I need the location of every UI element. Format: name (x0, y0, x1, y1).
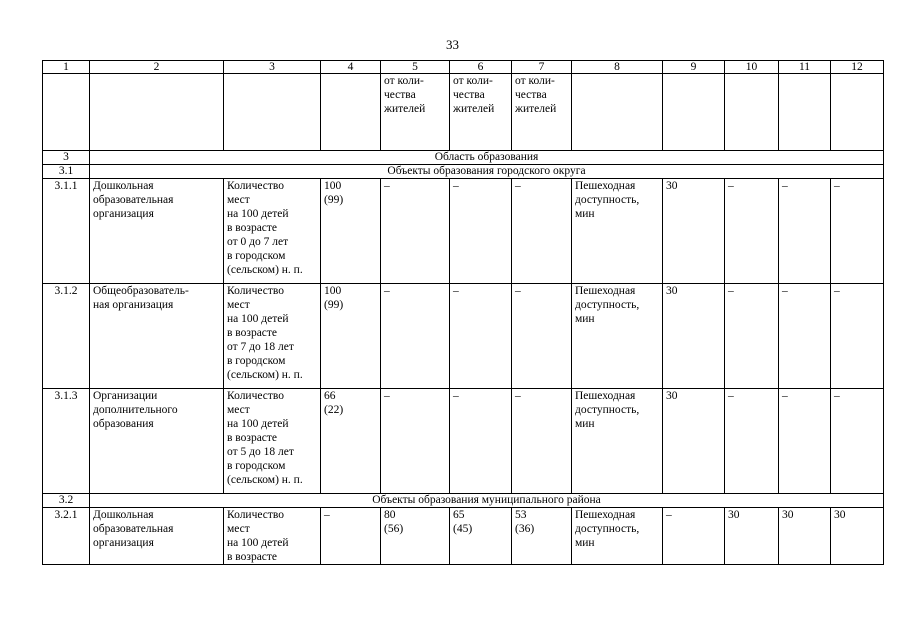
cell (779, 179, 831, 284)
cell (90, 508, 224, 565)
value-c10: – (728, 285, 734, 297)
empty-cell (90, 74, 224, 151)
cell (321, 508, 381, 565)
value-c6: – (453, 180, 459, 192)
cell (725, 179, 779, 284)
cell (224, 179, 321, 284)
page-number: 33 (446, 37, 459, 52)
value-c11: 30 (782, 509, 794, 521)
section-row-3-1 (43, 165, 884, 179)
accessibility: Пешеходная доступность, мин (575, 285, 640, 325)
empty-cell (725, 74, 779, 151)
value-c6: 65 (45) (453, 509, 473, 535)
column-number: 9 (663, 61, 725, 74)
cell (224, 508, 321, 565)
section-code: 3.2 (43, 494, 90, 508)
value-c9: 30 (666, 180, 678, 192)
column-number: 1 (43, 61, 90, 74)
value-c7: – (515, 285, 521, 297)
row-code: 3.1.1 (43, 179, 90, 284)
value-c11: – (782, 180, 788, 192)
column-number: 3 (224, 61, 321, 74)
value-c7: – (515, 180, 521, 192)
cell (831, 179, 884, 284)
cell (90, 389, 224, 494)
table-row (43, 508, 884, 565)
value-c9: 30 (666, 390, 678, 402)
value-c12: 30 (834, 509, 846, 521)
value-c4: 100 (99) (324, 285, 344, 311)
cell (321, 179, 381, 284)
column-number: 2 (90, 61, 224, 74)
sub-header-cell (381, 74, 450, 151)
sub-header-row (43, 74, 884, 151)
empty-cell (663, 74, 725, 151)
cell (831, 508, 884, 565)
sub-header-cell (450, 74, 512, 151)
cell (572, 284, 663, 389)
object-name: Общеобразователь- ная организация (93, 285, 189, 311)
value-c9: – (666, 509, 672, 521)
cell (450, 389, 512, 494)
empty-cell (572, 74, 663, 151)
value-c5: – (384, 180, 390, 192)
cell (224, 389, 321, 494)
column-number: 7 (512, 61, 572, 74)
cell (663, 284, 725, 389)
empty-cell (224, 74, 321, 151)
cell (779, 389, 831, 494)
cell (90, 284, 224, 389)
cell (512, 389, 572, 494)
cell (663, 508, 725, 565)
value-c10: – (728, 180, 734, 192)
value-c4: 100 (99) (324, 180, 344, 206)
cell (831, 284, 884, 389)
sub-header-c5: от коли- чества жителей (384, 75, 426, 115)
cell (450, 179, 512, 284)
cell (224, 284, 321, 389)
value-c12: – (834, 180, 840, 192)
row-code: 3.1.2 (43, 284, 90, 389)
cell (663, 389, 725, 494)
value-c6: – (453, 285, 459, 297)
value-c7: 53 (36) (515, 509, 535, 535)
section-title: Объекты образования муниципального района (90, 494, 884, 508)
value-c4: 66 (22) (324, 390, 344, 416)
value-c10: 30 (728, 509, 740, 521)
cell (381, 284, 450, 389)
sub-header-cell (512, 74, 572, 151)
cell (572, 389, 663, 494)
section-title: Область образования (90, 151, 884, 165)
value-c9: 30 (666, 285, 678, 297)
column-number: 12 (831, 61, 884, 74)
empty-cell (321, 74, 381, 151)
table-row (43, 284, 884, 389)
empty-cell (831, 74, 884, 151)
cell (779, 284, 831, 389)
section-row-3 (43, 151, 884, 165)
value-c12: – (834, 285, 840, 297)
cell (725, 508, 779, 565)
cell (572, 508, 663, 565)
norms-table (42, 60, 884, 565)
table-row (43, 179, 884, 284)
sub-header-c7: от коли- чества жителей (515, 75, 557, 115)
cell (512, 179, 572, 284)
accessibility: Пешеходная доступность, мин (575, 180, 640, 220)
column-number: 10 (725, 61, 779, 74)
object-name: Дошкольная образовательная организация (93, 180, 174, 220)
value-c6: – (453, 390, 459, 402)
cell (725, 389, 779, 494)
indicator: Количество мест на 100 детей в возрасте от 5 до 18 лет в городском (сельском) н. п. (227, 390, 303, 486)
section-code: 3.1 (43, 165, 90, 179)
indicator: Количество мест на 100 детей в возрасте от 7 до 18 лет в городском (сельском) н. п. (227, 285, 303, 381)
section-title: Объекты образования городского округа (90, 165, 884, 179)
cell (381, 508, 450, 565)
sub-header-c6: от коли- чества жителей (453, 75, 495, 115)
accessibility: Пешеходная доступность, мин (575, 390, 640, 430)
column-number: 5 (381, 61, 450, 74)
column-number: 11 (779, 61, 831, 74)
cell (381, 389, 450, 494)
indicator: Количество мест на 100 детей в возрасте (227, 509, 289, 563)
cell (90, 179, 224, 284)
cell (725, 284, 779, 389)
accessibility: Пешеходная доступность, мин (575, 509, 640, 549)
cell (572, 179, 663, 284)
cell (512, 508, 572, 565)
row-code: 3.2.1 (43, 508, 90, 565)
value-c5: – (384, 390, 390, 402)
column-number-row (43, 61, 884, 74)
cell (381, 179, 450, 284)
object-name: Дошкольная образовательная организация (93, 509, 174, 549)
indicator: Количество мест на 100 детей в возрасте от 0 до 7 лет в городском (сельском) н. п. (227, 180, 303, 276)
column-number: 4 (321, 61, 381, 74)
empty-cell (779, 74, 831, 151)
value-c11: – (782, 390, 788, 402)
value-c7: – (515, 390, 521, 402)
row-code: 3.1.3 (43, 389, 90, 494)
cell (321, 284, 381, 389)
cell (450, 508, 512, 565)
value-c4: – (324, 509, 330, 521)
table-row (43, 389, 884, 494)
section-code: 3 (43, 151, 90, 165)
column-number: 6 (450, 61, 512, 74)
cell (512, 284, 572, 389)
section-row-3-2 (43, 494, 884, 508)
cell (321, 389, 381, 494)
cell (450, 284, 512, 389)
column-number: 8 (572, 61, 663, 74)
empty-cell (43, 74, 90, 151)
object-name: Организации дополнительного образования (93, 390, 178, 430)
value-c11: – (782, 285, 788, 297)
value-c5: 80 (56) (384, 509, 404, 535)
value-c10: – (728, 390, 734, 402)
cell (779, 508, 831, 565)
value-c5: – (384, 285, 390, 297)
cell (831, 389, 884, 494)
cell (663, 179, 725, 284)
value-c12: – (834, 390, 840, 402)
